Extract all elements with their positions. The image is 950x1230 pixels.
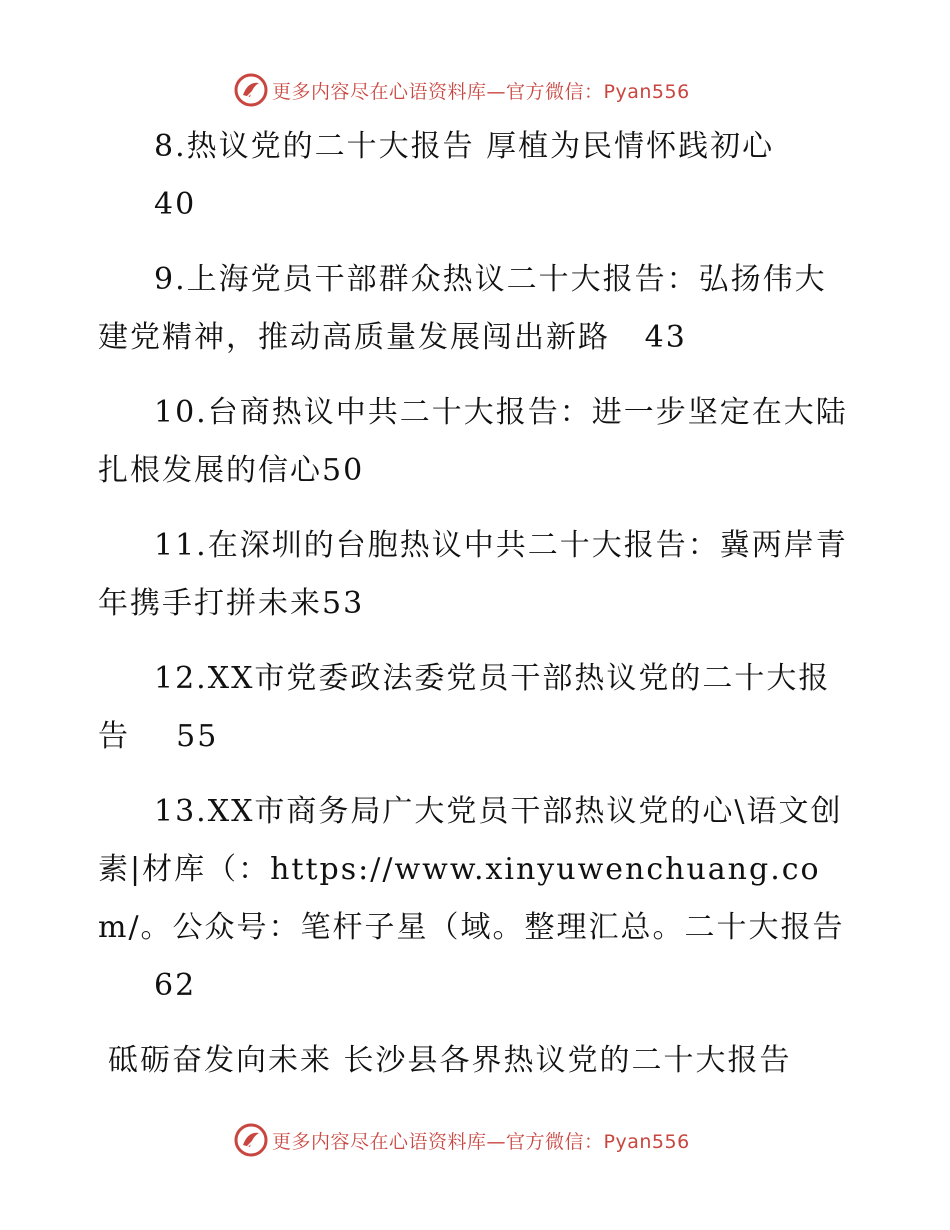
- toc-entry-page: 50: [322, 453, 365, 488]
- header-banner-text: 更多内容尽在心语资料库—官方微信：Pyan556: [272, 80, 690, 103]
- toc-entry-title: 12.XX市党委政法委党员干部热议党的二十大报告: [98, 661, 831, 754]
- toc-entry-changsha: [98, 1032, 850, 1090]
- toc-entry-13: [98, 783, 850, 1015]
- toc-entry-12: [98, 650, 850, 766]
- red-seal-logo-icon: [234, 73, 268, 107]
- toc-entry-11: [98, 517, 850, 633]
- header-banner: [234, 72, 734, 108]
- footer-banner-text: 更多内容尽在心语资料库—官方微信：Pyan556: [272, 1130, 690, 1153]
- toc-entry-page: 53: [322, 586, 365, 621]
- toc-entry-title: 9.上海党员干部群众热议二十大报告：弘扬伟大建党精神，推动高质量发展闯出新路: [98, 262, 827, 355]
- toc-entry-9: [98, 251, 850, 367]
- red-seal-logo-icon: [234, 1123, 268, 1157]
- toc-entry-title: 13.XX市商务局广大党员干部热议党的心\语文创素|材库（：https://www.xinyuwenchuang.com/。公众号：笔杆子星（域。整理汇总。二十大报告: [98, 794, 845, 945]
- toc-entry-title: 砥砺奋发向未来 长沙县各界热议党的二十大报告: [108, 1043, 792, 1078]
- toc-entry-title: 8.热议党的二十大报告 厚植为民情怀践初心: [154, 129, 775, 164]
- toc-entry-page: 55: [176, 719, 219, 754]
- toc-list: [98, 118, 850, 1107]
- toc-entry-title: 11.在深圳的台胞热议中共二十大报告：冀两岸青年携手打拼未来: [98, 528, 848, 621]
- toc-entry-8: [98, 118, 850, 234]
- toc-entry-page: 43: [644, 320, 687, 355]
- toc-entry-page: 40: [154, 187, 197, 222]
- toc-entry-10: [98, 384, 850, 500]
- toc-entry-title: 10.台商热议中共二十大报告：进一步坚定在大陆扎根发展的信心: [98, 395, 848, 488]
- footer-banner: [234, 1122, 734, 1158]
- toc-entry-page: 62: [154, 968, 197, 1003]
